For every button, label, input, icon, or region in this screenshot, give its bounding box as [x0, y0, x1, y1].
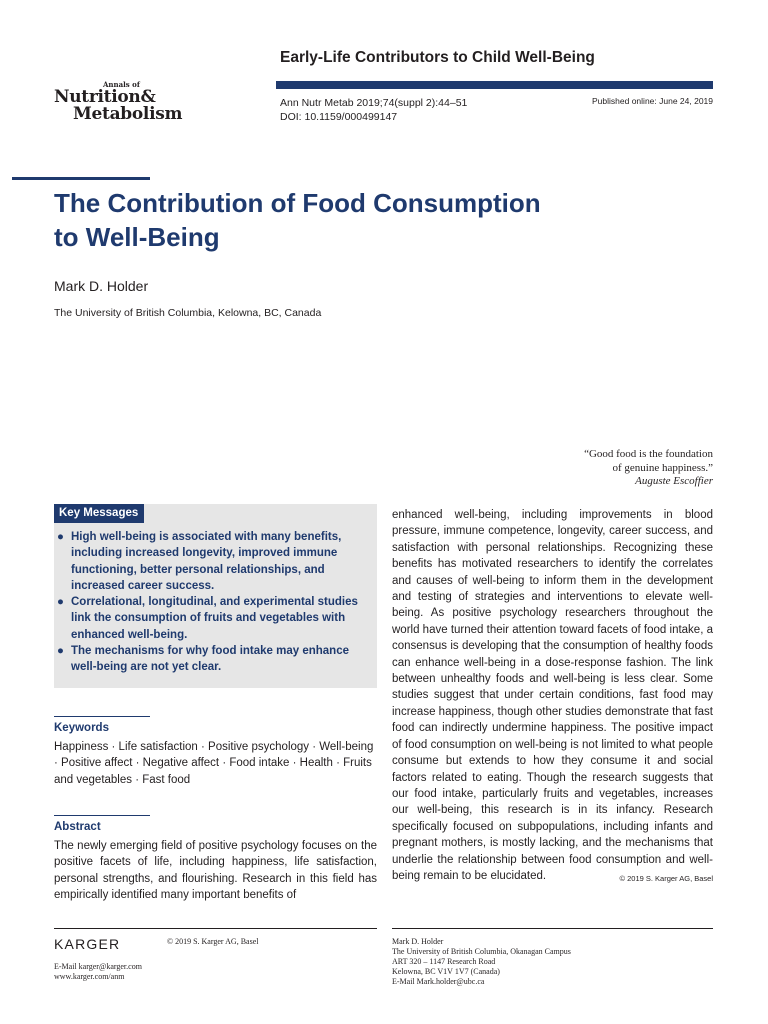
doi-link[interactable]: DOI: 10.1159/000499147: [280, 111, 398, 123]
key-message-text: The mechanisms for why food intake may enhance well-being are not yet clear.: [71, 645, 349, 674]
series-title: Early-Life Contributors to Child Well-Being: [280, 49, 595, 66]
key-messages-list: [54, 529, 372, 676]
published-date: Published online: June 24, 2019: [592, 96, 713, 106]
keywords-text: Happiness · Life satisfaction · Positive psychology · Well-being · Positive affect · Negative affect · Food intake · Health · Fruits and vegetables · Fast food: [54, 741, 374, 786]
publisher-website[interactable]: www.karger.com/anm: [54, 972, 125, 981]
keywords-heading: Keywords: [54, 722, 109, 734]
keywords-rule: [54, 716, 150, 717]
publisher-logo: KARGER: [54, 936, 121, 952]
journal-logo-line1: Nutrition&: [54, 87, 156, 107]
address-line: Mark D. Holder: [392, 937, 444, 946]
key-message-item: [54, 594, 372, 643]
header-rule: [276, 81, 713, 89]
citation-block: [280, 96, 467, 124]
epigraph-line2: of genuine happiness.”: [612, 461, 713, 474]
key-messages-heading: Key Messages: [54, 504, 144, 523]
article-title-line1: The Contribution of Food Consumption: [54, 188, 541, 218]
abstract-heading: Abstract: [54, 821, 101, 833]
epigraph-line1: “Good food is the foundation: [584, 448, 713, 460]
bullet-icon: ●: [57, 531, 64, 543]
epigraph: [584, 448, 713, 489]
correspondence-address: [392, 937, 571, 987]
publisher-email[interactable]: E-Mail karger@karger.com: [54, 962, 142, 971]
footer-copyright: © 2019 S. Karger AG, Basel: [167, 937, 259, 946]
bullet-icon: ●: [57, 645, 64, 658]
abstract-rule: [54, 815, 150, 816]
journal-logo-annals: Annals of: [103, 80, 140, 89]
address-line: The University of British Columbia, Okanagan Campus: [392, 947, 571, 956]
address-line: ART 320 – 1147 Research Road: [392, 957, 496, 966]
bullet-icon: ●: [57, 596, 64, 609]
citation: Ann Nutr Metab 2019;74(suppl 2):44–51: [280, 97, 468, 109]
publisher-contact: [54, 962, 142, 982]
key-message-text: High well-being is associated with many benefits, including increased longevity, improved immune functioning, better personal relationships, and increased career success.: [71, 531, 342, 592]
title-rule: [12, 177, 150, 180]
author-affiliation: The University of British Columbia, Kelowna, BC, Canada: [54, 307, 322, 319]
author-name: Mark D. Holder: [54, 278, 149, 294]
address-line: Kelowna, BC V1V 1V7 (Canada): [392, 967, 500, 976]
key-message-text: Correlational, longitudinal, and experimental studies link the consumption of fruits and vegetables with enhanced well-being.: [71, 596, 358, 641]
epigraph-source: Auguste Escoffier: [635, 475, 713, 487]
article-title: [54, 186, 694, 254]
journal-logo-line2: Metabolism: [73, 104, 183, 124]
abstract-text-left: The newly emerging field of positive psychology focuses on the positive facets of life, including happiness, life satisfaction, personal strengths, and flourishing. Research in this field has empirically identified many important benefits of: [54, 840, 377, 901]
abstract-text-right: enhanced well-being, including improvements in blood pressure, immune competence, longevity, career success, and satisfaction with personal relationships. Recognizing these benefits has motivated researchers to identify the correlates and causes of well-being to inform them in the development and testing of strategies and interventions to elevate well-being. As positive psychology researchers throughout the world have turned their attention toward facets of food intake, a consensus is developing that the consumption of healthy foods can enhance well-being in a dose-response fashion. The link between unhealthy foods and well-being is less clear. Some studies suggest that under certain conditions, fast food may increase happiness, though other studies demonstrate that fast food can indirectly undermine happiness. The positive impact of food consumption on well-being is not limited to what people consume but extends to how they consume it and social factors related to eating. Though the research suggests that our food intake, particularly fruits and vegetables, increases our well-being, this research is in its infancy. Research specifically focused on subpopulations, including infants and pregnant mothers, is mostly lacking, and the mechanisms that underlie the relationship between food consumption and well-being remain to be elucidated.: [392, 509, 713, 882]
correspondence-email[interactable]: E-Mail Mark.holder@ubc.ca: [392, 977, 485, 986]
key-message-item: [54, 529, 372, 594]
footer-rule-left: [54, 928, 377, 929]
journal-logo: [54, 81, 182, 123]
key-message-item: [54, 643, 372, 676]
abstract-text-right-column: [392, 507, 713, 887]
article-title-line2: to Well-Being: [54, 222, 220, 252]
footer-rule-right: [392, 928, 713, 929]
abstract-copyright: © 2019 S. Karger AG, Basel: [619, 873, 713, 883]
